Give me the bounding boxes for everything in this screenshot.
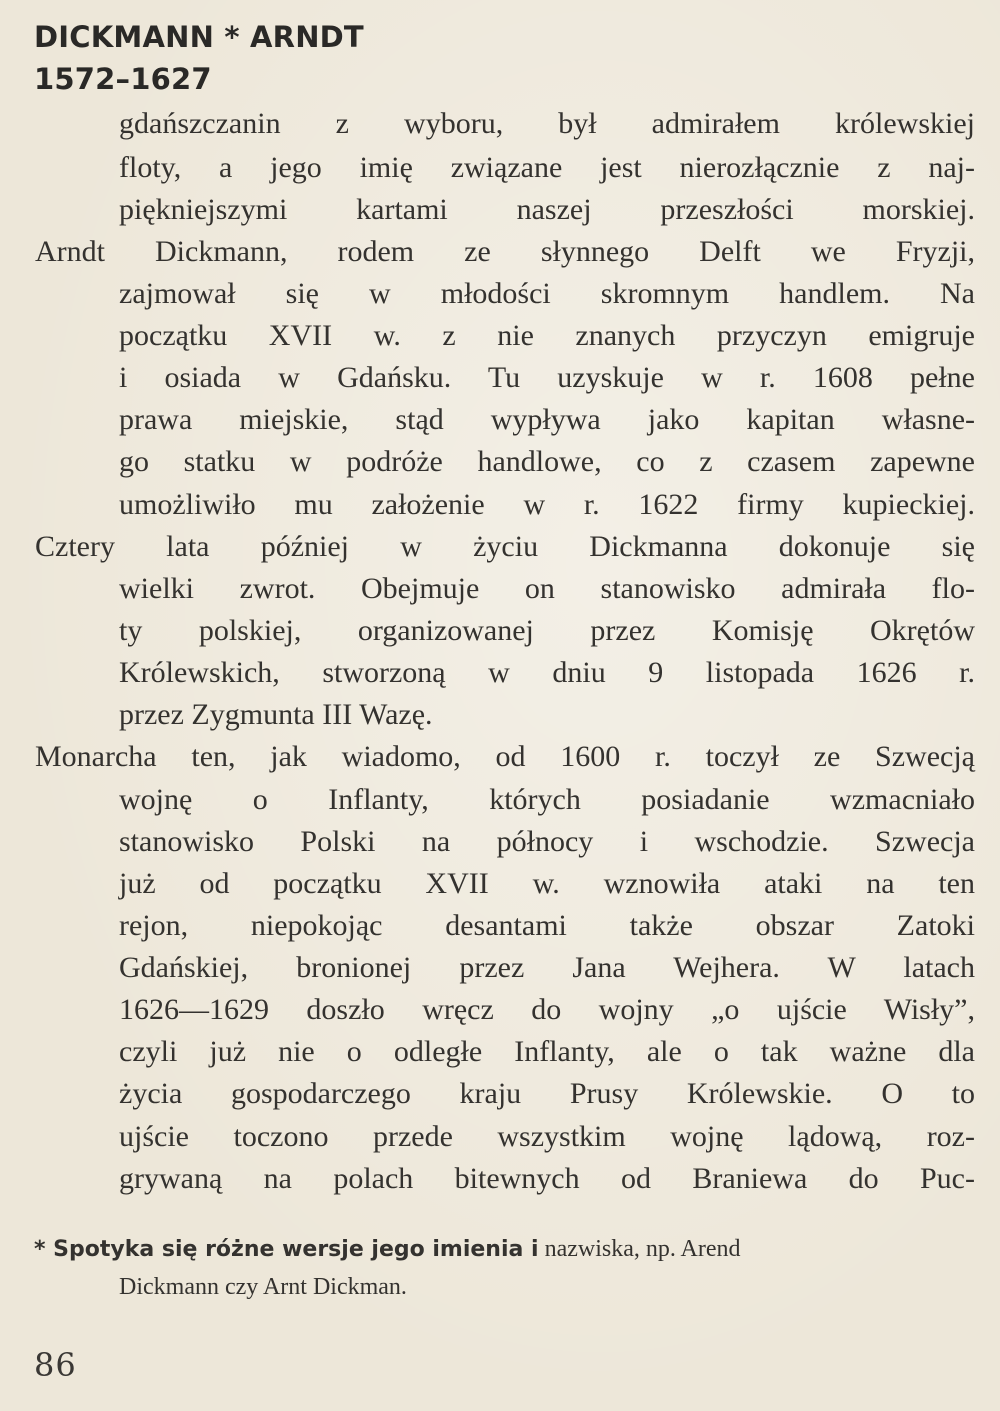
body-line: umożliwiło mu założenie w r. 1622 firmy kupieckiej. — [119, 488, 975, 521]
body-line: gdańszczanin z wyboru, był admirałem królewskiej — [119, 107, 975, 140]
body-line: czyli już nie o odległe Inflanty, ale o tak ważne dla — [119, 1035, 975, 1068]
footnote-line — [34, 1230, 976, 1268]
body-line: 1626—1629 doszło wręcz do wojny „o ujście Wisły”, — [119, 993, 975, 1026]
footnote-line-2: Dickmann czy Arnt Dickman. — [119, 1274, 407, 1300]
body-line: Królewskich, stworzoną w dniu 9 listopada 1626 r. — [119, 656, 975, 689]
body-line: stanowisko Polski na północy i wschodzie. Szwecja — [119, 825, 975, 858]
body-line: przez Zygmunta III Wazę. — [119, 698, 433, 731]
body-line: Gdańskiej, bronionej przez Jana Wejhera. W latach — [119, 951, 975, 984]
body-line: już od początku XVII w. wznowiła ataki na ten — [119, 867, 975, 900]
body-line: początku XVII w. z nie znanych przyczyn emigruje — [119, 319, 975, 352]
body-line: wojnę o Inflanty, których posiadanie wzmacniało — [119, 783, 975, 816]
body-line: Arndt Dickmann, rodem ze słynnego Delft we Fryzji, — [35, 235, 975, 268]
entry-years: 1572–1627 — [34, 62, 212, 96]
footnote — [34, 1230, 976, 1306]
body-line: floty, a jego imię związane jest nierozłącznie z naj- — [119, 151, 975, 184]
footnote-bold: * Spotyka się różne wersje jego imienia i — [34, 1237, 539, 1262]
body-line: zajmował się w młodości skromnym handlem. Na — [119, 277, 975, 310]
body-line: wielki zwrot. Obejmuje on stanowisko admirała flo- — [119, 572, 975, 605]
body-line: Cztery lata później w życiu Dickmanna dokonuje się — [35, 530, 975, 563]
body-line: prawa miejskie, stąd wypływa jako kapitan własne- — [119, 403, 975, 436]
body-line: życia gospodarczego kraju Prusy Królewskie. O to — [119, 1077, 975, 1110]
body-line: ujście toczono przede wszystkim wojnę lądową, roz- — [119, 1120, 975, 1153]
footnote-rest: nazwiska, np. Arend — [538, 1236, 741, 1262]
body-line: grywaną na polach bitewnych od Braniewa do Puc- — [119, 1162, 975, 1195]
body-line: rejon, niepokojąc desantami także obszar Zatoki — [119, 909, 975, 942]
entry-title: DICKMANN * ARNDT — [34, 20, 364, 54]
body-line: ty polskiej, organizowanej przez Komisję Okrętów — [119, 614, 975, 647]
body-line: i osiada w Gdańsku. Tu uzyskuje w r. 1608 pełne — [119, 361, 975, 394]
body-line: Monarcha ten, jak wiadomo, od 1600 r. toczył ze Szwecją — [35, 740, 975, 773]
body-line: go statku w podróże handlowe, co z czasem zapewne — [119, 445, 975, 478]
body-line: piękniejszymi kartami naszej przeszłości morskiej. — [119, 193, 975, 226]
page-number: 86 — [34, 1346, 77, 1384]
